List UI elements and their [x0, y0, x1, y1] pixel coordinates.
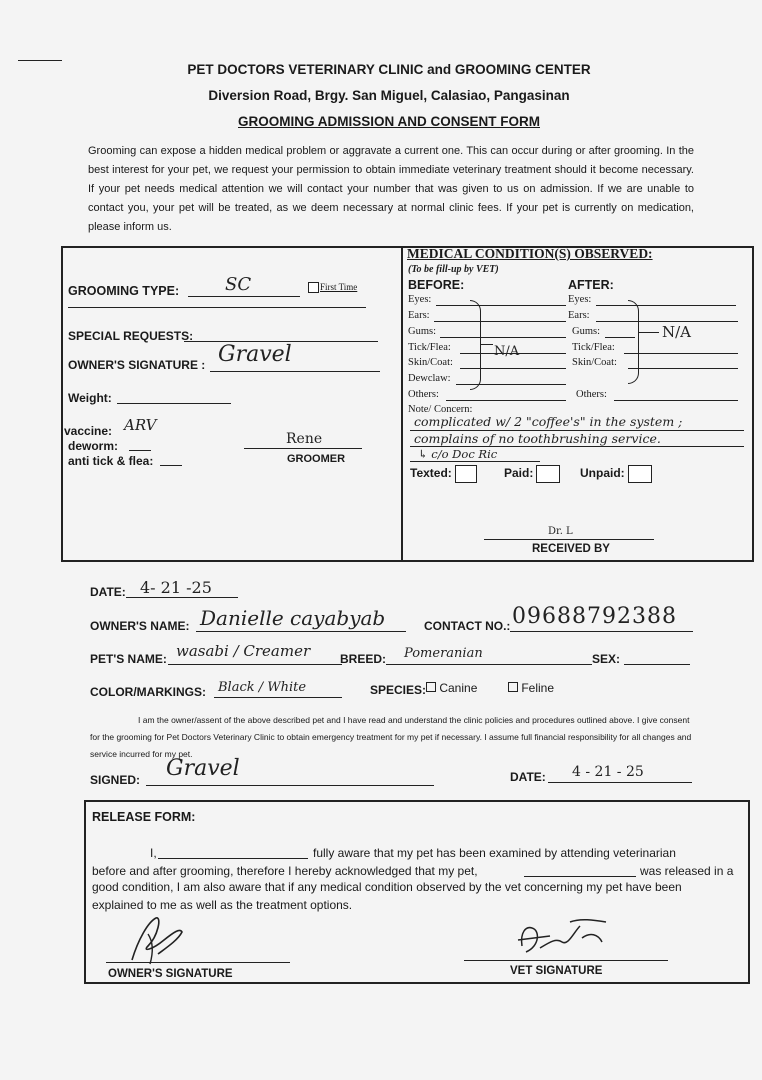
before-dewclaw: Dewclaw:: [408, 373, 451, 384]
release-p4: explained to me as well as the treatment options.: [92, 898, 353, 912]
grooming-type-value[interactable]: SC: [225, 274, 252, 295]
owner-name-line: [196, 631, 406, 632]
release-p2-a: before and after grooming, therefore I hereby acknowledged that my pet,: [92, 864, 478, 878]
special-requests-label: SPECIAL REQUESTS:: [68, 329, 194, 343]
first-time-option[interactable]: [308, 282, 357, 293]
after-tick-flea: Tick/Flea:: [572, 342, 615, 353]
contact-value[interactable]: 09688792388: [512, 604, 677, 629]
date-label: DATE:: [90, 585, 126, 599]
vaccine-label: vaccine:: [64, 424, 113, 438]
groomer-name: Rene: [286, 431, 323, 447]
texted-label: Texted:: [410, 466, 452, 481]
unpaid-option[interactable]: [580, 465, 652, 483]
feline-checkbox[interactable]: [508, 682, 518, 692]
paid-checkbox[interactable]: [536, 465, 560, 483]
canine-label: Canine: [439, 681, 478, 695]
before-brace: [470, 300, 481, 390]
release-p3: good condition, I am also aware that if any medical condition observed by the vet concerning my pet have been: [92, 880, 682, 894]
first-time-label: First Time: [320, 282, 358, 292]
vet-signature-mark: [510, 912, 620, 962]
vet-sig-line: [464, 960, 668, 961]
contact-label: CONTACT NO.:: [424, 619, 511, 633]
before-ears-line[interactable]: [434, 321, 566, 322]
owner-name-label: OWNER'S NAME:: [90, 619, 190, 633]
vet-sig-label: VET SIGNATURE: [510, 965, 603, 977]
date-line: [126, 597, 238, 598]
pet-name-line: [168, 664, 342, 665]
release-p1-b: fully aware that my pet has been examined by attending veterinarian: [313, 846, 676, 860]
color-value[interactable]: Black / White: [218, 680, 307, 695]
note-line-3[interactable]: ↳ c/o Doc Ric: [418, 447, 498, 461]
color-label: COLOR/MARKINGS:: [90, 685, 206, 699]
note-line-2[interactable]: complains of no toothbrushing service.: [414, 431, 661, 446]
after-value[interactable]: N/A: [662, 323, 692, 341]
after-tick-flea-line[interactable]: [624, 353, 738, 354]
owner-signature-label: OWNER'S SIGNATURE :: [68, 358, 206, 372]
breed-line: [386, 664, 592, 665]
grooming-type-second-line: [68, 307, 366, 308]
after-others-line[interactable]: [614, 400, 738, 401]
grooming-type-line: [188, 296, 300, 297]
contact-line: [510, 631, 693, 632]
after-ears-line[interactable]: [596, 321, 738, 322]
after-label: AFTER:: [568, 278, 614, 292]
anti-tick-label: anti tick & flea:: [68, 454, 154, 468]
unpaid-checkbox[interactable]: [628, 465, 652, 483]
sex-line[interactable]: [624, 664, 690, 665]
color-line: [214, 697, 342, 698]
groomer-label: GROOMER: [287, 453, 346, 465]
before-others: Others:: [408, 389, 439, 400]
before-gums: Gums:: [408, 326, 437, 337]
release-owner-sig-label: OWNER'S SIGNATURE: [108, 968, 233, 980]
feline-option[interactable]: [508, 681, 554, 695]
form-title: GROOMING ADMISSION AND CONSENT FORM: [238, 114, 540, 129]
unpaid-label: Unpaid:: [580, 466, 625, 481]
date2-value[interactable]: 4 - 21 - 25: [572, 764, 644, 780]
after-brace-tip: [639, 332, 659, 333]
medical-subtitle: (To be fill-up by VET): [408, 264, 499, 275]
after-skin-coat: Skin/Coat:: [572, 357, 617, 368]
after-brace: [628, 300, 639, 384]
feline-label: Feline: [521, 681, 555, 695]
intro-paragraph: Grooming can expose a hidden medical problem or aggravate a current one. This can occur during or after grooming. In the best interest for your pet, we request your permission to obtain immediate veterinary treatment should it become necessary. If your pet needs medical attention we will contact your number that was given to us on admission. If we are unable to contact you, your pet will be treated, as we deem necessary at normal clinic fees. If your pet is currently on medication, please inform us.: [88, 145, 694, 233]
release-owner-signature-mark: [118, 910, 198, 968]
groomer-line: [244, 448, 362, 449]
after-eyes-line[interactable]: [596, 305, 736, 306]
grooming-type-label: GROOMING TYPE:: [68, 284, 180, 298]
weight-label: Weight:: [68, 391, 112, 405]
date-value[interactable]: 4- 21 -25: [140, 578, 212, 597]
date2-line: [548, 782, 692, 783]
box-divider: [401, 248, 403, 560]
after-gums: Gums:: [572, 326, 601, 337]
before-gums-line[interactable]: [440, 337, 566, 338]
deworm-label: deworm:: [68, 439, 119, 453]
received-by-line: [484, 539, 654, 540]
clinic-address: Diversion Road, Brgy. San Miguel, Calasiao, Pangasinan: [208, 88, 570, 103]
after-ears: Ears:: [568, 310, 590, 321]
clinic-name: PET DOCTORS VETERINARY CLINIC and GROOMING CENTER: [187, 62, 591, 77]
received-by-label: RECEIVED BY: [532, 543, 610, 555]
first-time-checkbox[interactable]: [308, 282, 319, 293]
corner-mark: [18, 60, 62, 61]
pet-name-label: PET'S NAME:: [90, 652, 167, 666]
signed-value[interactable]: Gravel: [166, 756, 240, 781]
canine-checkbox[interactable]: [426, 682, 436, 692]
before-tick-flea: Tick/Flea:: [408, 342, 451, 353]
anti-tick-line[interactable]: [160, 465, 182, 466]
before-skin-coat: Skin/Coat:: [408, 357, 453, 368]
pet-name-value[interactable]: wasabi / Creamer: [176, 642, 311, 660]
after-skin-coat-line[interactable]: [628, 368, 738, 369]
after-others: Others:: [576, 389, 607, 400]
signed-label: SIGNED:: [90, 773, 141, 787]
consent-paragraph: I am the owner/assent of the above described pet and I have read and understand the clinic policies and procedures outlined above. I give consent for the grooming for Pet Doctors Veterinary Clinic to obtain emergency treatment for my pet if necessary. I assume full financial responsibility for all changes and service incurred for my pet.: [90, 715, 692, 759]
before-value[interactable]: N/A: [494, 344, 520, 359]
note-line-1[interactable]: complicated w/ 2 "coffee's" in the system ;: [414, 414, 683, 429]
release-p2-b: was released in a: [640, 864, 734, 878]
date2-label: DATE:: [510, 770, 546, 784]
owner-signature-value: Gravel: [218, 342, 292, 367]
before-brace-tip: [481, 344, 493, 345]
before-ears: Ears:: [408, 310, 430, 321]
release-title: RELEASE FORM:: [92, 810, 196, 824]
sex-label: SEX:: [592, 652, 621, 666]
before-others-line[interactable]: [446, 400, 566, 401]
release-p1-a: I,: [150, 846, 157, 860]
medical-title: MEDICAL CONDITION(S) OBSERVED:: [407, 246, 653, 261]
release-owner-sig-line: [106, 962, 290, 963]
canine-option[interactable]: [426, 681, 477, 695]
note-label: Note/ Concern:: [408, 404, 473, 415]
breed-label: BREED:: [340, 652, 387, 666]
paid-option[interactable]: [504, 465, 560, 483]
before-eyes-line[interactable]: [436, 305, 566, 306]
texted-checkbox[interactable]: [455, 465, 477, 483]
after-eyes: Eyes:: [568, 294, 592, 305]
deworm-line[interactable]: [129, 450, 151, 451]
owner-name-value[interactable]: Danielle cayabyab: [200, 606, 386, 630]
before-eyes: Eyes:: [408, 294, 432, 305]
release-pet-line[interactable]: [524, 876, 636, 877]
note-rule-3: [410, 461, 540, 462]
before-label: BEFORE:: [408, 278, 465, 292]
weight-line[interactable]: [117, 403, 231, 404]
species-label: SPECIES:: [370, 683, 427, 697]
paid-label: Paid:: [504, 466, 534, 481]
release-name-line[interactable]: [158, 858, 308, 859]
owner-signature-line[interactable]: [210, 371, 380, 372]
breed-value[interactable]: Pomeranian: [404, 646, 483, 661]
texted-option[interactable]: [410, 465, 477, 483]
vaccine-value[interactable]: ARV: [124, 416, 157, 434]
received-by-name: Dr. L: [548, 526, 573, 537]
signed-line: [146, 785, 434, 786]
